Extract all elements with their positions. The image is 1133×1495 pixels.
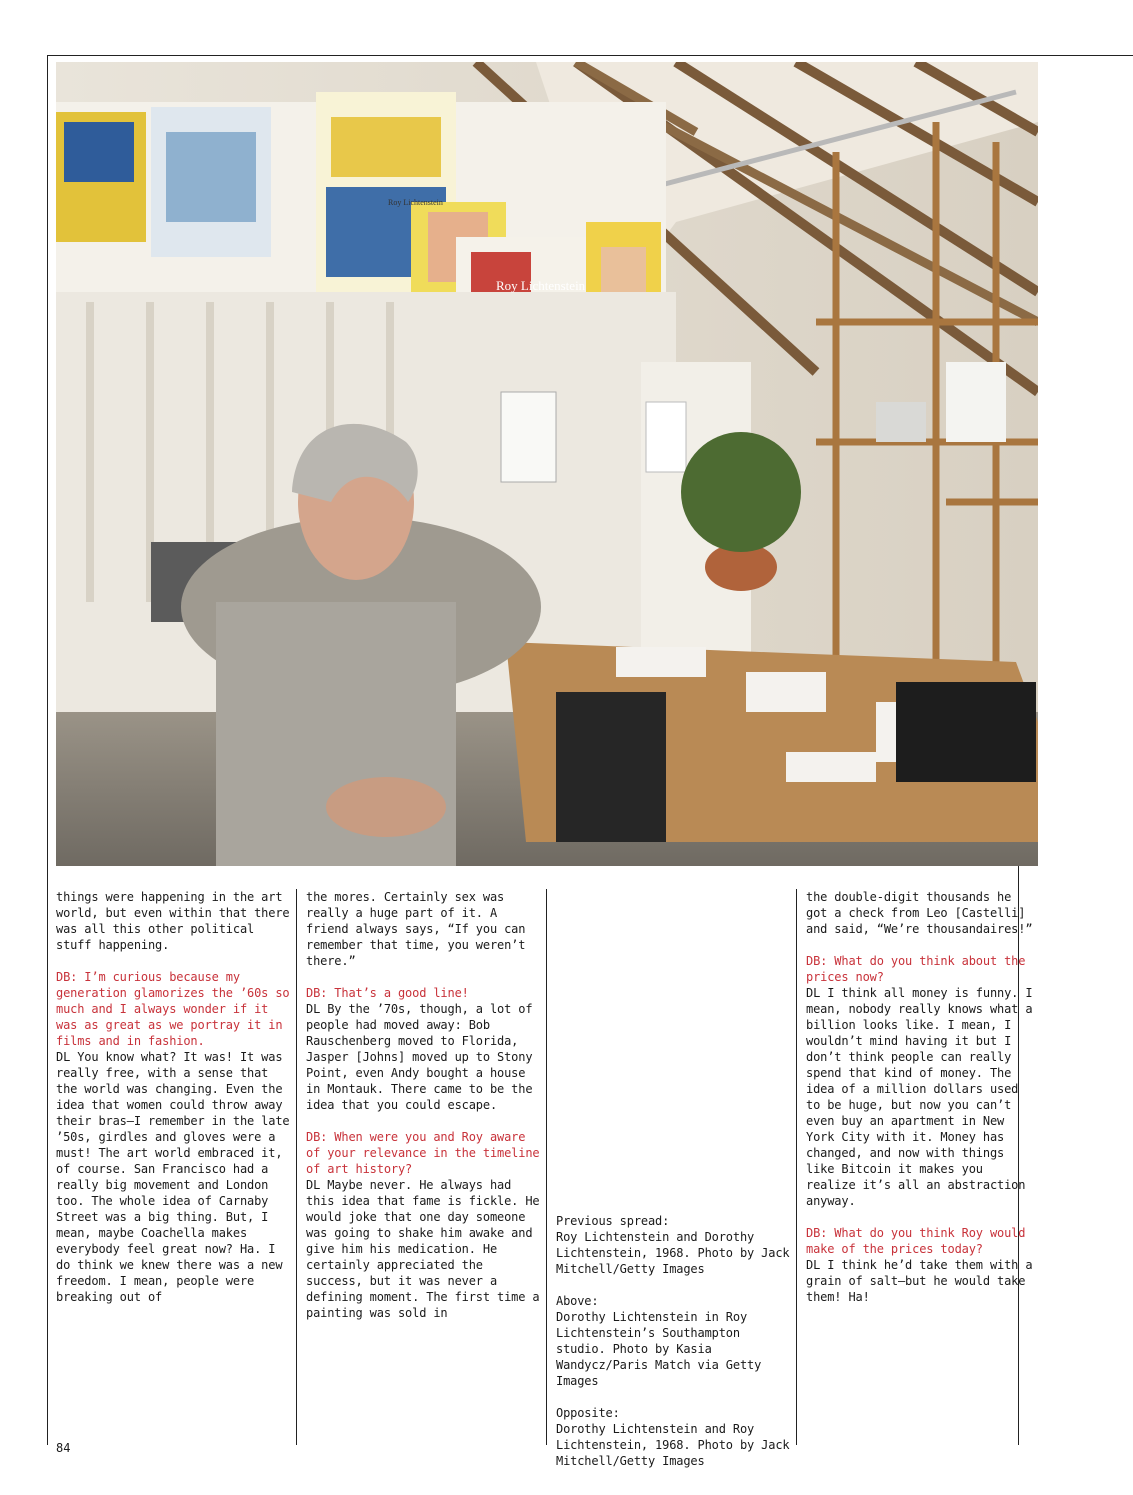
interview-answer: DL Maybe never. He always had this idea that fame is fickle. He would joke that one day someone was going to shake him awake and give him his medication. He certainly appreciated the success, but it was never a defining moment. The first time a painting was sold in — [306, 1178, 540, 1320]
caption-label-opposite: Opposite: — [556, 1406, 620, 1420]
studio-photo — [56, 62, 1038, 866]
caption-text-previous: Roy Lichtenstein and Dorothy Lichtenstein, 1968. Photo by Jack Mitchell/Getty Images — [556, 1230, 790, 1276]
top-rule — [47, 55, 1133, 56]
interview-question: DB: That’s a good line! — [306, 986, 469, 1000]
interview-answer: DL You know what? It was! It was really free, with a sense that the world was changing. Even the idea that women could throw away their bras—I remember in the late ’50s, girdles and gloves were a must! The art world embraced it, of course. San Francisco had a really big movement and London too. The whole idea of Carnaby Street was a big thing. But, I mean, maybe Coachella makes everybody feel great now? Ha. I do think we knew there was a new freedom. I mean, people were breaking out of — [56, 1050, 290, 1304]
interview-question: DB: What do you think about the prices now? — [806, 954, 1026, 984]
poster-subtitle-text: Roy Lichtenstein — [388, 198, 443, 207]
column-divider — [796, 889, 797, 1445]
poster-title-text: Roy Lichtenstein — [496, 278, 586, 293]
interview-answer: DL I think he’d take them with a grain of salt—but he would take them! Ha! — [806, 1258, 1033, 1304]
caption-label-previous: Previous spread: — [556, 1214, 670, 1228]
body-paragraph: the mores. Certainly sex was really a huge part of it. A friend always says, “If you can remember that time, you weren’t there.” — [306, 890, 526, 968]
body-paragraph: the double-digit thousands he got a check from Leo [Castelli] and said, “We’re thousandaires!” — [806, 890, 1033, 936]
caption-text-above: Dorothy Lichtenstein in Roy Lichtenstein’s Southampton studio. Photo by Kasia Wandycz/Paris Match via Getty Images — [556, 1310, 762, 1388]
column-divider — [546, 889, 547, 1445]
caption-text-opposite: Dorothy Lichtenstein and Roy Lichtenstein, 1968. Photo by Jack Mitchell/Getty Images — [556, 1422, 790, 1468]
caption-label-above: Above: — [556, 1294, 599, 1308]
left-rule — [47, 55, 48, 1445]
interview-question: DB: When were you and Roy aware of your relevance in the timeline of art history? — [306, 1130, 540, 1176]
body-paragraph: things were happening in the art world, but even within that there was all this other political stuff happening. — [56, 890, 290, 952]
article-column-4 — [806, 889, 1038, 1321]
interview-question: DB: I’m curious because my generation glamorizes the ’60s so much and I always wonder if it was as great as we portray it in films and in fashion. — [56, 970, 290, 1048]
column-divider — [296, 889, 297, 1445]
article-column-1 — [56, 889, 290, 1321]
interview-answer: DL By the ’70s, though, a lot of people had moved away: Bob Rauschenberg moved to Florida, Jasper [Johns] moved up to Stony Point, even Andy bought a house in Montauk. There came to be the idea that you could escape. — [306, 1002, 533, 1112]
interview-question: DB: What do you think Roy would make of the prices today? — [806, 1226, 1026, 1256]
article-column-2 — [306, 889, 540, 1337]
photo-captions — [556, 1213, 790, 1485]
interview-answer: DL I think all money is funny. I mean, nobody really knows what a billion looks like. I mean, I wouldn’t mind having it but I don’t think people can really spend that kind of money. The idea of a million dollars used to be huge, but now you can’t even buy an apartment in New York City with it. Money has changed, and now with things like Bitcoin it makes you realize it’s all an abstraction anyway. — [806, 986, 1033, 1208]
page-number: 84 — [56, 1441, 71, 1455]
